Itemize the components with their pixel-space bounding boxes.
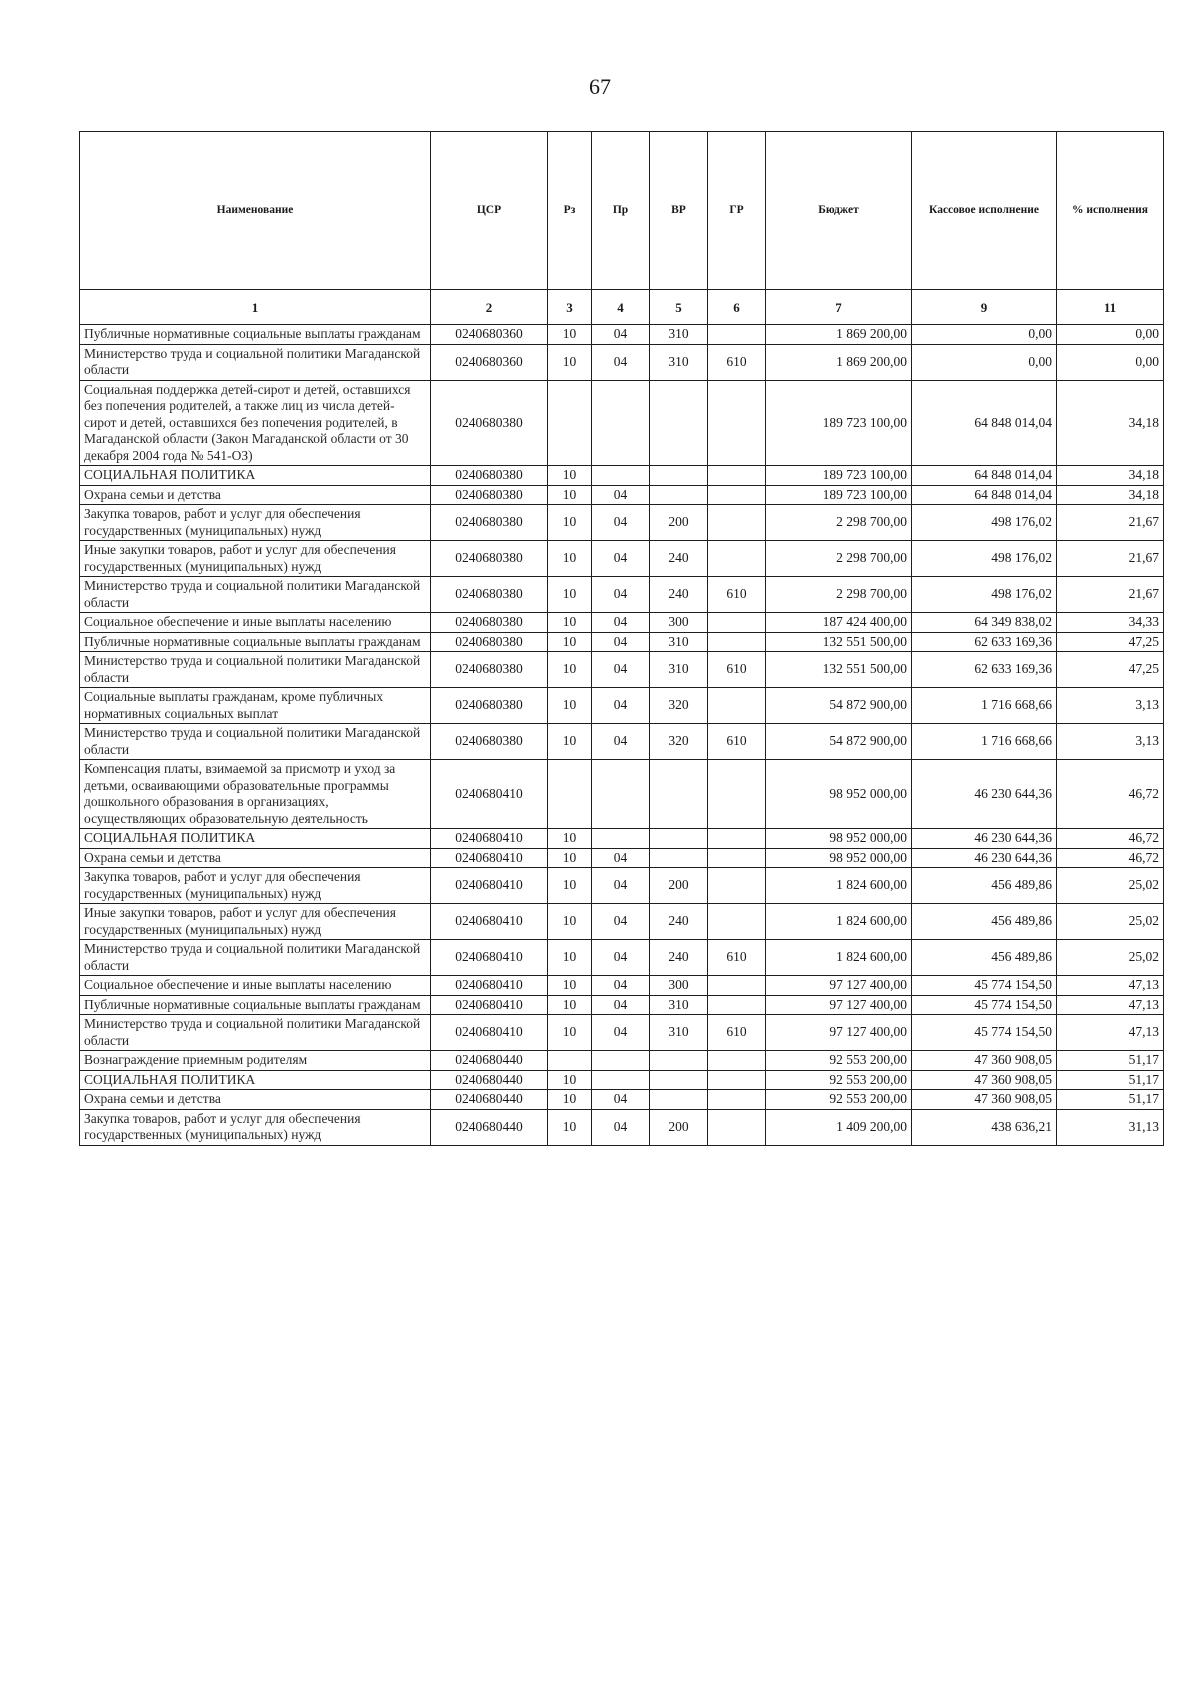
cell-execution: 64 848 014,04 (912, 466, 1057, 486)
cell-pr (592, 1070, 650, 1090)
cell-execution: 498 176,02 (912, 541, 1057, 577)
cell-name: Социальная поддержка детей-сирот и детей, оставшихся без попечения родителей, а также лиц из числа детей-сирот и детей, оставшихся без попечения родителей, в Магаданской области (Закон Магаданской области от 30 декабря 2004 года № 541-ОЗ) (80, 380, 431, 466)
cell-gr: 610 (708, 344, 766, 380)
cell-name: Публичные нормативные социальные выплаты гражданам (80, 325, 431, 345)
cell-rz: 10 (548, 904, 592, 940)
cell-gr (708, 485, 766, 505)
table-row (80, 904, 1164, 940)
cell-execution: 498 176,02 (912, 505, 1057, 541)
cell-gr (708, 829, 766, 849)
cell-csr: 0240680410 (431, 848, 548, 868)
cell-csr: 0240680440 (431, 1090, 548, 1110)
cell-gr (708, 325, 766, 345)
cell-csr: 0240680380 (431, 688, 548, 724)
cell-execution: 47 360 908,05 (912, 1070, 1057, 1090)
cell-execution: 456 489,86 (912, 940, 1057, 976)
cell-rz: 10 (548, 940, 592, 976)
cell-budget: 92 553 200,00 (766, 1090, 912, 1110)
cell-gr: 610 (708, 724, 766, 760)
cell-execution: 46 230 644,36 (912, 829, 1057, 849)
cell-budget: 189 723 100,00 (766, 380, 912, 466)
cell-execution: 456 489,86 (912, 904, 1057, 940)
cell-gr (708, 1051, 766, 1071)
cell-csr: 0240680360 (431, 325, 548, 345)
cell-vr: 240 (650, 541, 708, 577)
cell-pr: 04 (592, 1109, 650, 1145)
table-row (80, 613, 1164, 633)
cell-rz: 10 (548, 848, 592, 868)
cell-execution: 456 489,86 (912, 868, 1057, 904)
cell-rz: 10 (548, 613, 592, 633)
page-number: 67 (589, 74, 611, 99)
cell-gr (708, 380, 766, 466)
cell-csr: 0240680410 (431, 940, 548, 976)
cell-budget: 1 869 200,00 (766, 344, 912, 380)
cell-rz (548, 1051, 592, 1071)
cell-execution: 1 716 668,66 (912, 688, 1057, 724)
cell-percent: 47,13 (1057, 1015, 1164, 1051)
cell-vr (650, 1051, 708, 1071)
cell-execution: 438 636,21 (912, 1109, 1057, 1145)
cell-budget: 189 723 100,00 (766, 466, 912, 486)
cell-name: Закупка товаров, работ и услуг для обеспечения государственных (муниципальных) нужд (80, 1109, 431, 1145)
header-execution: Кассовое исполнение (912, 132, 1057, 290)
cell-gr (708, 760, 766, 829)
cell-percent: 51,17 (1057, 1090, 1164, 1110)
cell-csr: 0240680410 (431, 829, 548, 849)
cell-gr (708, 688, 766, 724)
cell-pr: 04 (592, 848, 650, 868)
table-row (80, 940, 1164, 976)
cell-rz: 10 (548, 1109, 592, 1145)
cell-gr (708, 1109, 766, 1145)
cell-vr: 310 (650, 325, 708, 345)
cell-csr: 0240680360 (431, 344, 548, 380)
table-row (80, 485, 1164, 505)
cell-percent: 3,13 (1057, 724, 1164, 760)
cell-vr: 310 (650, 344, 708, 380)
cell-csr: 0240680380 (431, 485, 548, 505)
cell-budget: 98 952 000,00 (766, 760, 912, 829)
cell-name: Компенсация платы, взимаемой за присмотр и уход за детьми, осваивающими образовательные программы дошкольного образования в организациях, осуществляющих образовательную деятельность (80, 760, 431, 829)
cell-vr: 200 (650, 505, 708, 541)
cell-percent: 34,18 (1057, 466, 1164, 486)
cell-vr (650, 466, 708, 486)
cell-percent: 34,18 (1057, 380, 1164, 466)
table-row (80, 724, 1164, 760)
cell-percent: 46,72 (1057, 829, 1164, 849)
cell-budget: 92 553 200,00 (766, 1051, 912, 1071)
cell-gr (708, 904, 766, 940)
cell-percent: 51,17 (1057, 1070, 1164, 1090)
cell-percent: 21,67 (1057, 505, 1164, 541)
cell-gr: 610 (708, 1015, 766, 1051)
cell-rz: 10 (548, 868, 592, 904)
table-row (80, 325, 1164, 345)
cell-execution: 1 716 668,66 (912, 724, 1057, 760)
cell-csr: 0240680440 (431, 1070, 548, 1090)
cell-percent: 47,25 (1057, 632, 1164, 652)
cell-name: Иные закупки товаров, работ и услуг для обеспечения государственных (муниципальных) нужд (80, 904, 431, 940)
table-row (80, 1090, 1164, 1110)
column-number-row (80, 290, 1164, 325)
table-row (80, 868, 1164, 904)
header-rz: Рз (548, 132, 592, 290)
cell-pr: 04 (592, 652, 650, 688)
header-csr: ЦСР (431, 132, 548, 290)
cell-vr (650, 1070, 708, 1090)
cell-percent: 34,33 (1057, 613, 1164, 633)
cell-csr: 0240680380 (431, 541, 548, 577)
cell-budget: 98 952 000,00 (766, 829, 912, 849)
cell-gr (708, 466, 766, 486)
cell-rz: 10 (548, 485, 592, 505)
cell-budget: 2 298 700,00 (766, 577, 912, 613)
cell-pr (592, 466, 650, 486)
cell-rz: 10 (548, 724, 592, 760)
cell-csr: 0240680380 (431, 466, 548, 486)
cell-pr: 04 (592, 995, 650, 1015)
cell-csr: 0240680410 (431, 995, 548, 1015)
column-number: 3 (548, 290, 592, 325)
cell-percent: 46,72 (1057, 848, 1164, 868)
cell-rz: 10 (548, 344, 592, 380)
cell-percent: 51,17 (1057, 1051, 1164, 1071)
cell-execution: 64 848 014,04 (912, 380, 1057, 466)
cell-name: Закупка товаров, работ и услуг для обеспечения государственных (муниципальных) нужд (80, 505, 431, 541)
cell-vr: 240 (650, 904, 708, 940)
header-percent: % исполнения (1057, 132, 1164, 290)
table-row (80, 1051, 1164, 1071)
cell-name: Закупка товаров, работ и услуг для обеспечения государственных (муниципальных) нужд (80, 868, 431, 904)
cell-name: Вознаграждение приемным родителям (80, 1051, 431, 1071)
cell-name: Министерство труда и социальной политики Магаданской области (80, 724, 431, 760)
cell-name: Публичные нормативные социальные выплаты гражданам (80, 995, 431, 1015)
table-row (80, 1070, 1164, 1090)
cell-gr (708, 976, 766, 996)
cell-csr: 0240680380 (431, 724, 548, 760)
cell-gr (708, 995, 766, 1015)
table-row (80, 1015, 1164, 1051)
cell-budget: 92 553 200,00 (766, 1070, 912, 1090)
cell-budget: 132 551 500,00 (766, 632, 912, 652)
cell-rz: 10 (548, 1090, 592, 1110)
table-row (80, 652, 1164, 688)
cell-budget: 187 424 400,00 (766, 613, 912, 633)
cell-percent: 34,18 (1057, 485, 1164, 505)
cell-percent: 21,67 (1057, 577, 1164, 613)
cell-rz: 10 (548, 1015, 592, 1051)
cell-percent: 0,00 (1057, 344, 1164, 380)
header-vr: ВР (650, 132, 708, 290)
cell-rz: 10 (548, 632, 592, 652)
cell-budget: 97 127 400,00 (766, 1015, 912, 1051)
table-row (80, 380, 1164, 466)
cell-budget: 97 127 400,00 (766, 995, 912, 1015)
cell-vr (650, 380, 708, 466)
table-row (80, 1109, 1164, 1145)
table-row (80, 577, 1164, 613)
cell-pr (592, 760, 650, 829)
cell-vr: 320 (650, 724, 708, 760)
budget-table (79, 131, 1164, 1146)
cell-pr: 04 (592, 485, 650, 505)
cell-rz (548, 760, 592, 829)
cell-vr (650, 829, 708, 849)
cell-percent: 25,02 (1057, 868, 1164, 904)
cell-name: Министерство труда и социальной политики Магаданской области (80, 940, 431, 976)
cell-execution: 0,00 (912, 325, 1057, 345)
cell-budget: 2 298 700,00 (766, 541, 912, 577)
column-number: 9 (912, 290, 1057, 325)
cell-percent: 47,25 (1057, 652, 1164, 688)
cell-pr: 04 (592, 632, 650, 652)
cell-name: Министерство труда и социальной политики Магаданской области (80, 652, 431, 688)
cell-csr: 0240680380 (431, 380, 548, 466)
cell-csr: 0240680440 (431, 1109, 548, 1145)
cell-vr: 240 (650, 577, 708, 613)
cell-pr: 04 (592, 940, 650, 976)
cell-csr: 0240680380 (431, 613, 548, 633)
cell-name: Социальное обеспечение и иные выплаты населению (80, 976, 431, 996)
cell-vr: 200 (650, 868, 708, 904)
table-row (80, 848, 1164, 868)
cell-gr (708, 541, 766, 577)
cell-name: СОЦИАЛЬНАЯ ПОЛИТИКА (80, 1070, 431, 1090)
cell-rz: 10 (548, 325, 592, 345)
cell-name: Публичные нормативные социальные выплаты гражданам (80, 632, 431, 652)
cell-budget: 97 127 400,00 (766, 976, 912, 996)
cell-name: Министерство труда и социальной политики Магаданской области (80, 1015, 431, 1051)
cell-pr (592, 1051, 650, 1071)
cell-vr: 320 (650, 688, 708, 724)
cell-vr (650, 760, 708, 829)
cell-execution: 64 349 838,02 (912, 613, 1057, 633)
cell-vr (650, 848, 708, 868)
cell-rz: 10 (548, 976, 592, 996)
cell-execution: 62 633 169,36 (912, 652, 1057, 688)
cell-budget: 1 824 600,00 (766, 940, 912, 976)
cell-gr (708, 848, 766, 868)
cell-rz: 10 (548, 652, 592, 688)
column-number: 2 (431, 290, 548, 325)
cell-execution: 45 774 154,50 (912, 1015, 1057, 1051)
cell-pr: 04 (592, 868, 650, 904)
column-number: 4 (592, 290, 650, 325)
cell-pr (592, 380, 650, 466)
cell-execution: 498 176,02 (912, 577, 1057, 613)
cell-csr: 0240680440 (431, 1051, 548, 1071)
cell-pr: 04 (592, 1090, 650, 1110)
cell-csr: 0240680380 (431, 505, 548, 541)
cell-csr: 0240680380 (431, 577, 548, 613)
cell-execution: 46 230 644,36 (912, 760, 1057, 829)
cell-gr: 610 (708, 652, 766, 688)
header-budget: Бюджет (766, 132, 912, 290)
header-row (80, 132, 1164, 290)
cell-percent: 47,13 (1057, 995, 1164, 1015)
table-row (80, 505, 1164, 541)
cell-pr: 04 (592, 688, 650, 724)
cell-gr: 610 (708, 577, 766, 613)
table-row (80, 632, 1164, 652)
cell-percent: 47,13 (1057, 976, 1164, 996)
cell-gr: 610 (708, 940, 766, 976)
cell-csr: 0240680380 (431, 652, 548, 688)
cell-execution: 45 774 154,50 (912, 976, 1057, 996)
cell-vr: 310 (650, 652, 708, 688)
table-row (80, 541, 1164, 577)
cell-csr: 0240680410 (431, 1015, 548, 1051)
table-row (80, 760, 1164, 829)
cell-gr (708, 1070, 766, 1090)
header-gr: ГР (708, 132, 766, 290)
cell-percent: 3,13 (1057, 688, 1164, 724)
column-number: 5 (650, 290, 708, 325)
cell-rz: 10 (548, 829, 592, 849)
cell-csr: 0240680410 (431, 760, 548, 829)
cell-pr: 04 (592, 325, 650, 345)
column-number: 1 (80, 290, 431, 325)
cell-pr: 04 (592, 505, 650, 541)
cell-execution: 0,00 (912, 344, 1057, 380)
cell-budget: 54 872 900,00 (766, 724, 912, 760)
cell-vr: 240 (650, 940, 708, 976)
table-row (80, 829, 1164, 849)
cell-gr (708, 505, 766, 541)
cell-vr: 310 (650, 1015, 708, 1051)
cell-pr: 04 (592, 1015, 650, 1051)
cell-name: Социальные выплаты гражданам, кроме публичных нормативных социальных выплат (80, 688, 431, 724)
cell-name: Охрана семьи и детства (80, 1090, 431, 1110)
cell-name: Охрана семьи и детства (80, 848, 431, 868)
column-number: 11 (1057, 290, 1164, 325)
cell-name: Министерство труда и социальной политики Магаданской области (80, 344, 431, 380)
cell-vr: 200 (650, 1109, 708, 1145)
cell-budget: 2 298 700,00 (766, 505, 912, 541)
cell-name: СОЦИАЛЬНАЯ ПОЛИТИКА (80, 466, 431, 486)
cell-pr: 04 (592, 904, 650, 940)
header-pr: Пр (592, 132, 650, 290)
cell-percent: 25,02 (1057, 904, 1164, 940)
cell-rz: 10 (548, 505, 592, 541)
cell-percent: 21,67 (1057, 541, 1164, 577)
cell-csr: 0240680410 (431, 904, 548, 940)
cell-pr: 04 (592, 613, 650, 633)
cell-gr (708, 868, 766, 904)
cell-budget: 1 869 200,00 (766, 325, 912, 345)
cell-rz: 10 (548, 1070, 592, 1090)
cell-name: Охрана семьи и детства (80, 485, 431, 505)
cell-budget: 1 824 600,00 (766, 868, 912, 904)
cell-gr (708, 632, 766, 652)
column-number: 7 (766, 290, 912, 325)
cell-csr: 0240680410 (431, 868, 548, 904)
cell-percent: 31,13 (1057, 1109, 1164, 1145)
cell-execution: 62 633 169,36 (912, 632, 1057, 652)
table-row (80, 976, 1164, 996)
cell-budget: 189 723 100,00 (766, 485, 912, 505)
table-row (80, 688, 1164, 724)
cell-execution: 47 360 908,05 (912, 1090, 1057, 1110)
cell-budget: 132 551 500,00 (766, 652, 912, 688)
cell-execution: 64 848 014,04 (912, 485, 1057, 505)
table-row (80, 344, 1164, 380)
cell-rz (548, 380, 592, 466)
cell-percent: 25,02 (1057, 940, 1164, 976)
table-row (80, 995, 1164, 1015)
cell-execution: 47 360 908,05 (912, 1051, 1057, 1071)
cell-rz: 10 (548, 995, 592, 1015)
header-name: Наименование (80, 132, 431, 290)
cell-budget: 98 952 000,00 (766, 848, 912, 868)
cell-csr: 0240680410 (431, 976, 548, 996)
cell-rz: 10 (548, 541, 592, 577)
cell-vr: 310 (650, 995, 708, 1015)
cell-gr (708, 613, 766, 633)
cell-execution: 46 230 644,36 (912, 848, 1057, 868)
cell-pr (592, 829, 650, 849)
cell-vr (650, 485, 708, 505)
cell-pr: 04 (592, 344, 650, 380)
cell-name: Иные закупки товаров, работ и услуг для обеспечения государственных (муниципальных) нужд (80, 541, 431, 577)
cell-percent: 46,72 (1057, 760, 1164, 829)
cell-gr (708, 1090, 766, 1110)
cell-name: Министерство труда и социальной политики Магаданской области (80, 577, 431, 613)
cell-vr: 310 (650, 632, 708, 652)
cell-rz: 10 (548, 577, 592, 613)
cell-pr: 04 (592, 976, 650, 996)
table-body (80, 325, 1164, 1146)
cell-pr: 04 (592, 724, 650, 760)
cell-vr: 300 (650, 976, 708, 996)
cell-budget: 54 872 900,00 (766, 688, 912, 724)
cell-budget: 1 409 200,00 (766, 1109, 912, 1145)
table-row (80, 466, 1164, 486)
cell-pr: 04 (592, 541, 650, 577)
cell-vr: 300 (650, 613, 708, 633)
cell-name: Социальное обеспечение и иные выплаты населению (80, 613, 431, 633)
cell-csr: 0240680380 (431, 632, 548, 652)
cell-rz: 10 (548, 688, 592, 724)
cell-budget: 1 824 600,00 (766, 904, 912, 940)
cell-name: СОЦИАЛЬНАЯ ПОЛИТИКА (80, 829, 431, 849)
cell-percent: 0,00 (1057, 325, 1164, 345)
cell-execution: 45 774 154,50 (912, 995, 1057, 1015)
cell-rz: 10 (548, 466, 592, 486)
cell-vr (650, 1090, 708, 1110)
column-number: 6 (708, 290, 766, 325)
cell-pr: 04 (592, 577, 650, 613)
